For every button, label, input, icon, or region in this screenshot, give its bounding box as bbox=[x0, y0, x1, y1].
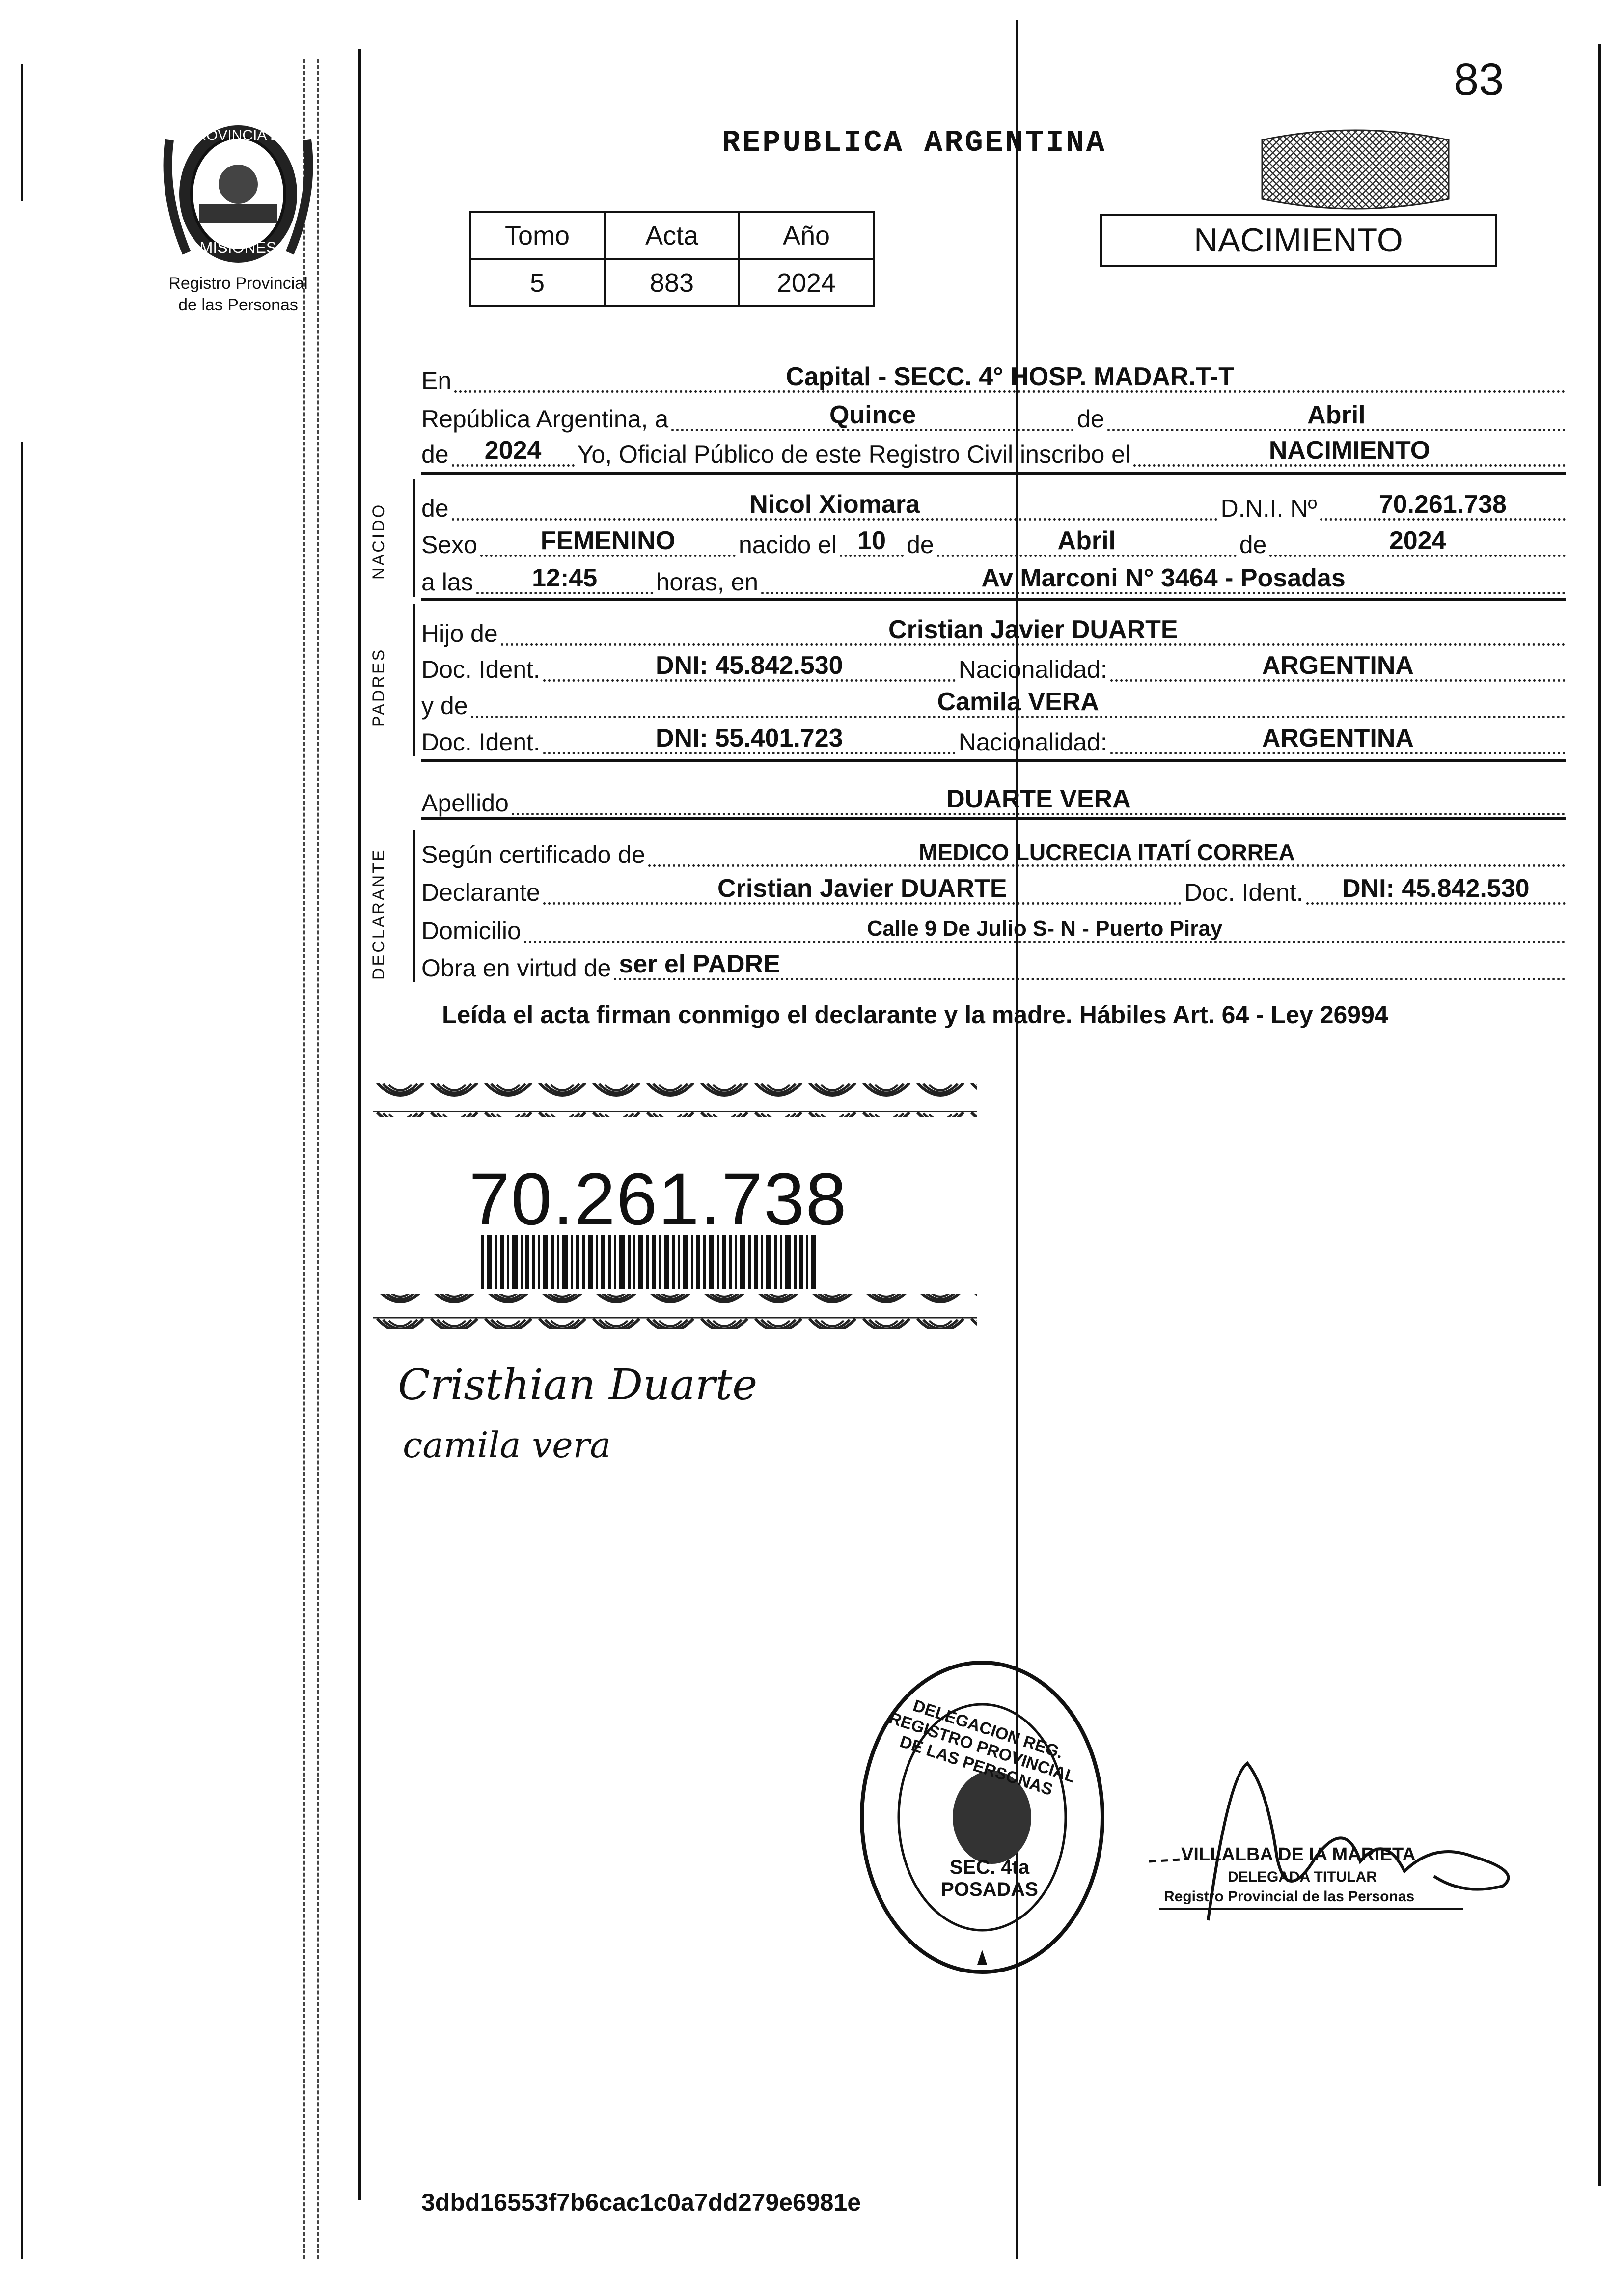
father-signature: Cristhian Duarte bbox=[398, 1361, 758, 1410]
value-father-nationality: ARGENTINA bbox=[1262, 651, 1414, 680]
mother-signature: camila vera bbox=[403, 1424, 611, 1466]
act-type-box: NACIMIENTO bbox=[1100, 214, 1497, 267]
label-mother-nationality: Nacionalidad: bbox=[958, 728, 1107, 756]
value-father-name: Cristian Javier DUARTE bbox=[888, 615, 1178, 644]
padres-bracket bbox=[413, 604, 415, 756]
label-officer-statement: Yo, Oficial Público de este Registro Civil inscribo el bbox=[577, 441, 1131, 468]
row-en bbox=[421, 359, 1566, 393]
value-birth-time: 12:45 bbox=[532, 564, 598, 592]
label-de-name: de bbox=[421, 495, 449, 522]
label-en: En bbox=[421, 367, 452, 394]
label-de-month: de bbox=[1077, 405, 1104, 433]
separator-1 bbox=[421, 472, 1566, 475]
value-birth-day: 10 bbox=[857, 527, 886, 555]
section-label-padres: PADRES bbox=[369, 647, 388, 727]
row-hijo-de bbox=[421, 611, 1566, 646]
row-certificado bbox=[421, 833, 1566, 867]
logo-caption-line1: Registro Provincial bbox=[168, 274, 308, 293]
registry-header-anio: Año bbox=[739, 212, 874, 259]
label-declarante: Declarante bbox=[421, 879, 540, 906]
label-de-year: de bbox=[421, 441, 449, 468]
barcode-number: 70.261.738 bbox=[469, 1158, 848, 1240]
registry-header-acta: Acta bbox=[605, 212, 739, 259]
row-anio bbox=[421, 432, 1566, 467]
row-sexo bbox=[421, 523, 1566, 557]
value-place: Capital - SECC. 4° HOSP. MADAR.T-T bbox=[786, 362, 1234, 391]
binding-line bbox=[358, 49, 361, 2200]
value-birth-place: Av Marconi N° 3464 - Posadas bbox=[981, 564, 1346, 592]
value-declarant-dni: DNI: 45.842.530 bbox=[1342, 874, 1530, 903]
stamp-ring-text: DELEGACION REG. REGISTRO PROVINCIAL DE LAS PERSONAS bbox=[886, 1696, 1078, 1800]
registry-value-acta: 883 bbox=[605, 259, 739, 306]
label-sexo: Sexo bbox=[421, 531, 477, 558]
value-surname: DUARTE VERA bbox=[946, 785, 1131, 813]
closing-statement: Leída el acta firman conmigo el declarante y la madre. Hábiles Art. 64 - Ley 26994 bbox=[442, 1001, 1388, 1028]
label-mother-doc: Doc. Ident. bbox=[421, 728, 540, 756]
nacido-bracket bbox=[413, 479, 415, 597]
row-republica bbox=[421, 397, 1566, 431]
value-certifier: MEDICO LUCRECIA ITATÍ CORREA bbox=[919, 839, 1295, 865]
row-apellido bbox=[421, 781, 1566, 815]
label-dni: D.N.I. Nº bbox=[1220, 495, 1317, 522]
value-sexo: FEMENINO bbox=[540, 527, 676, 555]
label-certificado: Según certificado de bbox=[421, 841, 645, 868]
row-mother-doc bbox=[421, 720, 1566, 754]
label-declarant-doc: Doc. Ident. bbox=[1184, 879, 1303, 906]
value-address: Calle 9 De Julio S- N - Puerto Piray bbox=[867, 916, 1223, 941]
value-child-name: Nicol Xiomara bbox=[749, 490, 920, 519]
value-birth-year: 2024 bbox=[1389, 527, 1446, 555]
value-day-text: Quince bbox=[829, 401, 916, 429]
label-de-birth-year: de bbox=[1239, 531, 1267, 558]
label-domicilio: Domicilio bbox=[421, 917, 521, 944]
registry-table bbox=[469, 211, 875, 307]
row-hora bbox=[421, 560, 1566, 594]
section-label-declarante: DECLARANTE bbox=[369, 848, 388, 980]
row-father-doc bbox=[421, 647, 1566, 682]
page-number: 83 bbox=[1454, 55, 1504, 105]
value-birth-month: Abril bbox=[1057, 527, 1116, 555]
official-org: Registro Provincial de las Personas bbox=[1164, 1888, 1415, 1905]
declarante-bracket bbox=[413, 830, 415, 982]
value-father-dni: DNI: 45.842.530 bbox=[656, 651, 843, 680]
separator-2 bbox=[421, 598, 1566, 601]
value-year: 2024 bbox=[484, 436, 542, 465]
stamp-section-text: SEC. 4ta POSADAS bbox=[941, 1857, 1038, 1900]
row-nombre bbox=[421, 486, 1566, 521]
value-act: NACIMIENTO bbox=[1268, 436, 1431, 465]
registry-header-tomo: Tomo bbox=[470, 212, 605, 259]
registry-header-row bbox=[470, 212, 874, 259]
value-mother-dni: DNI: 55.401.723 bbox=[656, 724, 843, 752]
document-hash: 3dbd16553f7b6cac1c0a7dd279e6981e bbox=[421, 2189, 861, 2216]
left-perforation bbox=[317, 59, 319, 2259]
label-horas-en: horas, en bbox=[656, 568, 759, 596]
province-seal-logo bbox=[157, 111, 319, 273]
registry-value-tomo: 5 bbox=[470, 259, 605, 306]
registry-value-row bbox=[470, 259, 874, 306]
label-hijo-de: Hijo de bbox=[421, 620, 498, 647]
left-margin-line-lower bbox=[21, 442, 23, 2259]
left-perforation-2 bbox=[303, 59, 305, 2259]
label-father-doc: Doc. Ident. bbox=[421, 656, 540, 683]
logo-caption bbox=[142, 273, 334, 316]
row-domicilio bbox=[421, 909, 1566, 943]
label-republica: República Argentina, a bbox=[421, 405, 669, 433]
right-margin-line bbox=[1598, 44, 1601, 2186]
label-apellido: Apellido bbox=[421, 789, 509, 817]
label-father-nationality: Nacionalidad: bbox=[958, 656, 1107, 683]
row-obra bbox=[421, 946, 1566, 980]
seal-top-text: PROVINCIA DE bbox=[186, 127, 291, 143]
official-name: VILLALBA DE IA MARIETA bbox=[1181, 1844, 1416, 1865]
separator-4 bbox=[421, 817, 1566, 820]
logo-caption-line2: de las Personas bbox=[178, 296, 298, 314]
security-stamp-hatch bbox=[1252, 125, 1459, 214]
value-child-dni: 70.261.738 bbox=[1378, 490, 1507, 519]
value-reason: ser el PADRE bbox=[619, 950, 780, 978]
registry-value-anio: 2024 bbox=[739, 259, 874, 306]
label-y-de: y de bbox=[421, 692, 468, 720]
value-mother-name: Camila VERA bbox=[937, 688, 1099, 716]
row-y-de bbox=[421, 684, 1566, 718]
left-margin-line bbox=[21, 64, 23, 201]
separator-3 bbox=[421, 759, 1566, 762]
label-de-birth-month: de bbox=[907, 531, 934, 558]
barcode-bars bbox=[481, 1235, 816, 1289]
value-mother-nationality: ARGENTINA bbox=[1262, 724, 1414, 752]
row-declarante bbox=[421, 870, 1566, 905]
label-a-las: a las bbox=[421, 568, 473, 596]
official-underline bbox=[1159, 1908, 1463, 1910]
label-nacido-el: nacido el bbox=[738, 531, 837, 558]
seal-bottom-text: MISIONES bbox=[199, 239, 277, 256]
value-month: Abril bbox=[1307, 401, 1366, 429]
section-label-nacido: NACIDO bbox=[369, 502, 388, 580]
label-obra: Obra en virtud de bbox=[421, 954, 611, 982]
official-role: DELEGADA TITULAR bbox=[1228, 1869, 1377, 1885]
document-title: REPUBLICA ARGENTINA bbox=[722, 125, 1106, 160]
value-declarant-name: Cristian Javier DUARTE bbox=[717, 874, 1007, 903]
